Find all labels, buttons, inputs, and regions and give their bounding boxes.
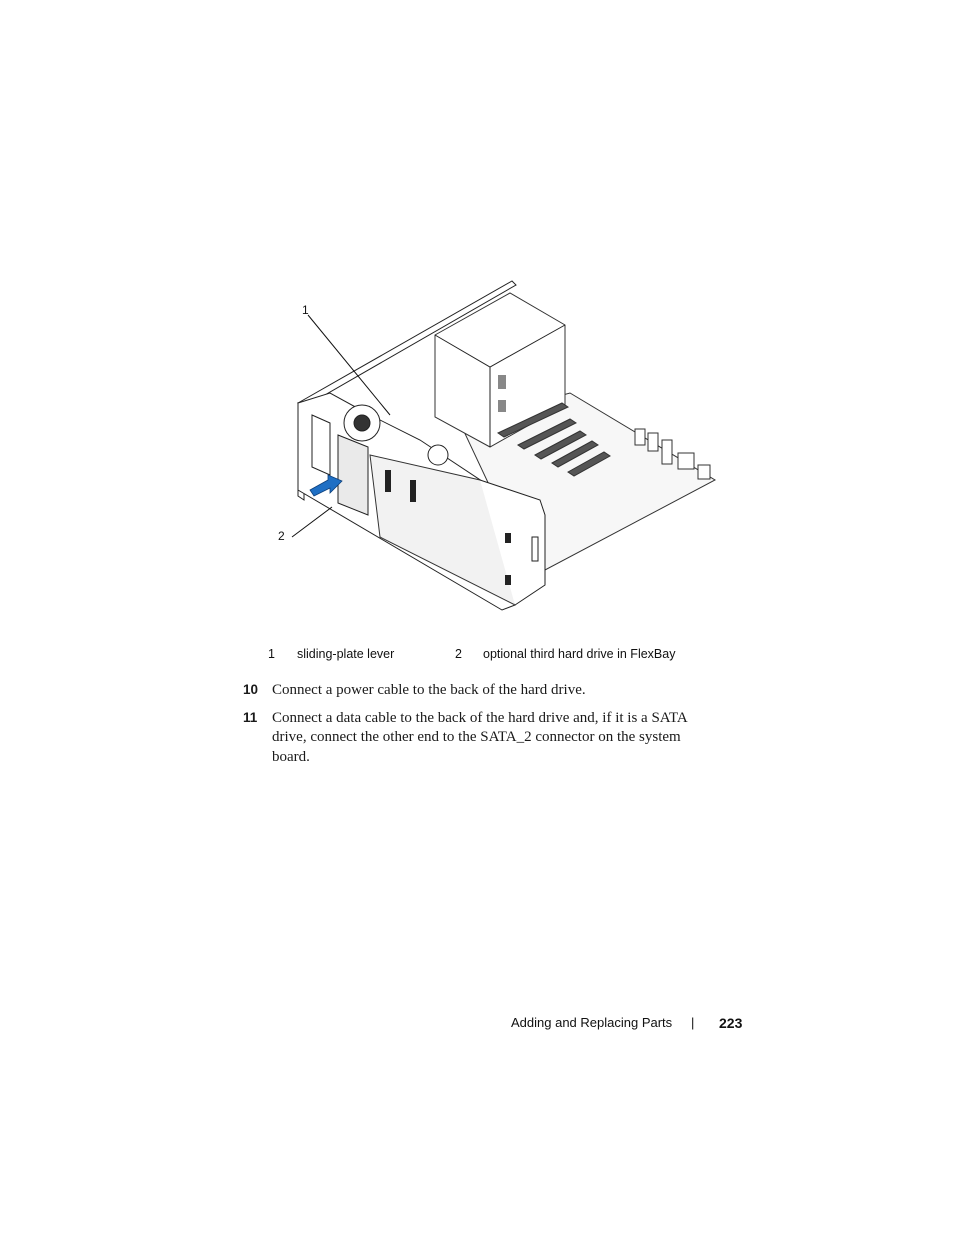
callout-2: 2	[278, 529, 285, 543]
page-number: 223	[719, 1015, 743, 1031]
chassis-illustration	[270, 275, 740, 620]
legend-label-1: sliding-plate lever	[297, 647, 395, 661]
step-text: Connect a data cable to the back of the hard drive and, if it is a SATA drive, connect the other end to the SATA_2 connector on the system board.	[272, 709, 687, 765]
legend-label-2: optional third hard drive in FlexBay	[483, 647, 676, 661]
step-text: Connect a power cable to the back of the hard drive.	[272, 682, 586, 698]
page-footer	[0, 1015, 954, 1035]
step-10	[243, 681, 713, 701]
footer-section-title: Adding and Replacing Parts	[511, 1015, 673, 1030]
step-number: 11	[243, 709, 258, 725]
step-number: 10	[243, 682, 259, 697]
legend-num-1: 1	[268, 647, 275, 661]
callout-1: 1	[302, 303, 309, 317]
figure-legend	[0, 647, 954, 665]
instruction-steps	[243, 681, 713, 775]
legend-num-2: 2	[455, 647, 462, 661]
footer-separator: |	[691, 1015, 695, 1030]
step-11	[243, 709, 713, 768]
